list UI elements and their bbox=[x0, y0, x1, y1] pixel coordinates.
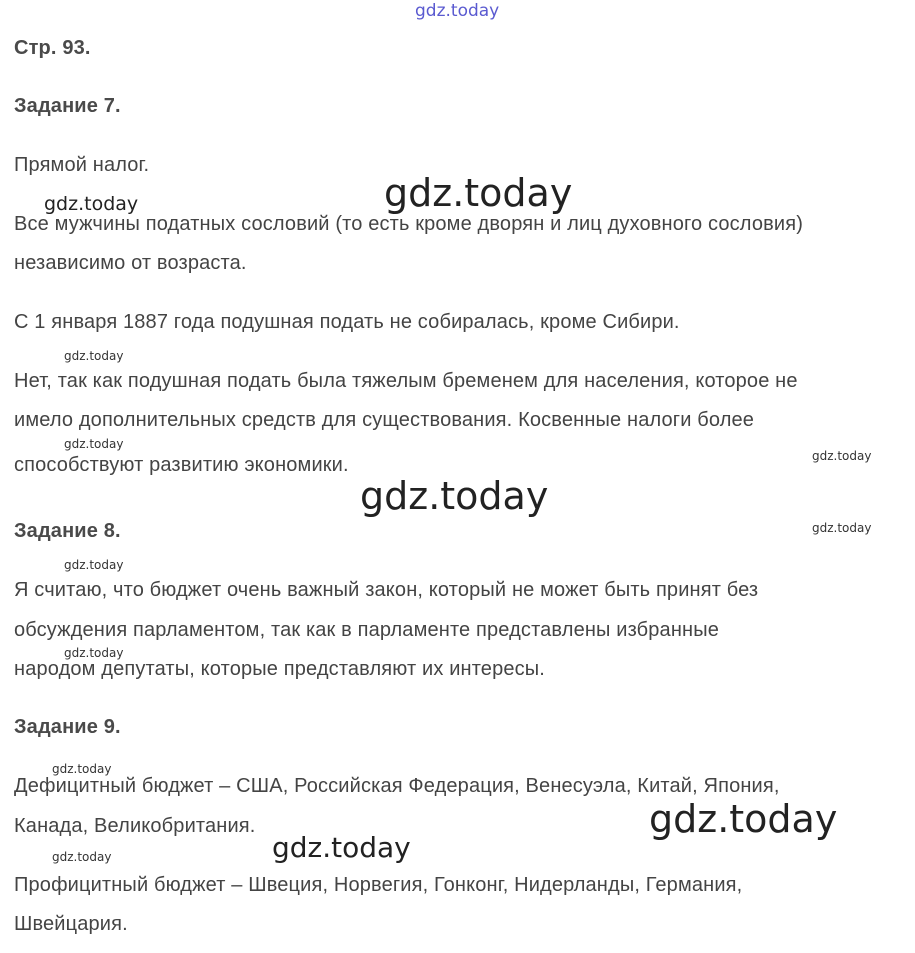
task-7-line: С 1 января 1887 года подушная подать не собиралась, кроме Сибири. bbox=[14, 311, 680, 333]
task-8-line: Я считаю, что бюджет очень важный закон, который не может быть принят без bbox=[14, 579, 759, 601]
watermark: gdz.today bbox=[52, 762, 112, 776]
watermark: gdz.today bbox=[44, 193, 139, 215]
task-8-line: народом депутаты, которые представляют их интересы. bbox=[14, 658, 545, 680]
task-9-line: Профицитный бюджет – Швеция, Норвегия, Гонконг, Нидерланды, Германия, bbox=[14, 874, 743, 896]
task-9-line: Канада, Великобритания. bbox=[14, 815, 256, 837]
task-7-line: Прямой налог. bbox=[14, 154, 150, 176]
task-7-heading: Задание 7. bbox=[14, 95, 121, 117]
task-7-line: Все мужчины податных сословий (то есть кроме дворян и лиц духовного сословия) bbox=[14, 213, 804, 235]
task-7-line: способствуют развитию экономики. bbox=[14, 454, 349, 476]
watermark: gdz.today bbox=[64, 646, 124, 660]
watermark: gdz.today bbox=[384, 171, 573, 215]
watermark: gdz.today bbox=[649, 797, 838, 841]
task-8-heading: Задание 8. bbox=[14, 520, 121, 542]
watermark: gdz.today bbox=[812, 521, 872, 535]
watermark: gdz.today bbox=[272, 831, 411, 864]
task-7-line: имело дополнительных средств для существования. Косвенные налоги более bbox=[14, 409, 755, 431]
task-8-line: обсуждения парламентом, так как в парламенте представлены избранные bbox=[14, 619, 720, 641]
watermark: gdz.today bbox=[64, 349, 124, 363]
task-9-line: Швейцария. bbox=[14, 913, 128, 935]
task-7-line: независимо от возраста. bbox=[14, 252, 247, 274]
page-reference: Стр. 93. bbox=[14, 37, 91, 59]
task-7-line: Нет, так как подушная подать была тяжелым бременем для населения, которое не bbox=[14, 370, 798, 392]
task-9-heading: Задание 9. bbox=[14, 716, 121, 738]
watermark: gdz.today bbox=[360, 474, 549, 518]
task-9-line: Дефицитный бюджет – США, Российская Федерация, Венесуэла, Китай, Япония, bbox=[14, 775, 780, 797]
watermark: gdz.today bbox=[64, 437, 124, 451]
watermark: gdz.today bbox=[812, 449, 872, 463]
watermark: gdz.today bbox=[64, 558, 124, 572]
watermark: gdz.today bbox=[415, 1, 500, 21]
watermark: gdz.today bbox=[52, 850, 112, 864]
